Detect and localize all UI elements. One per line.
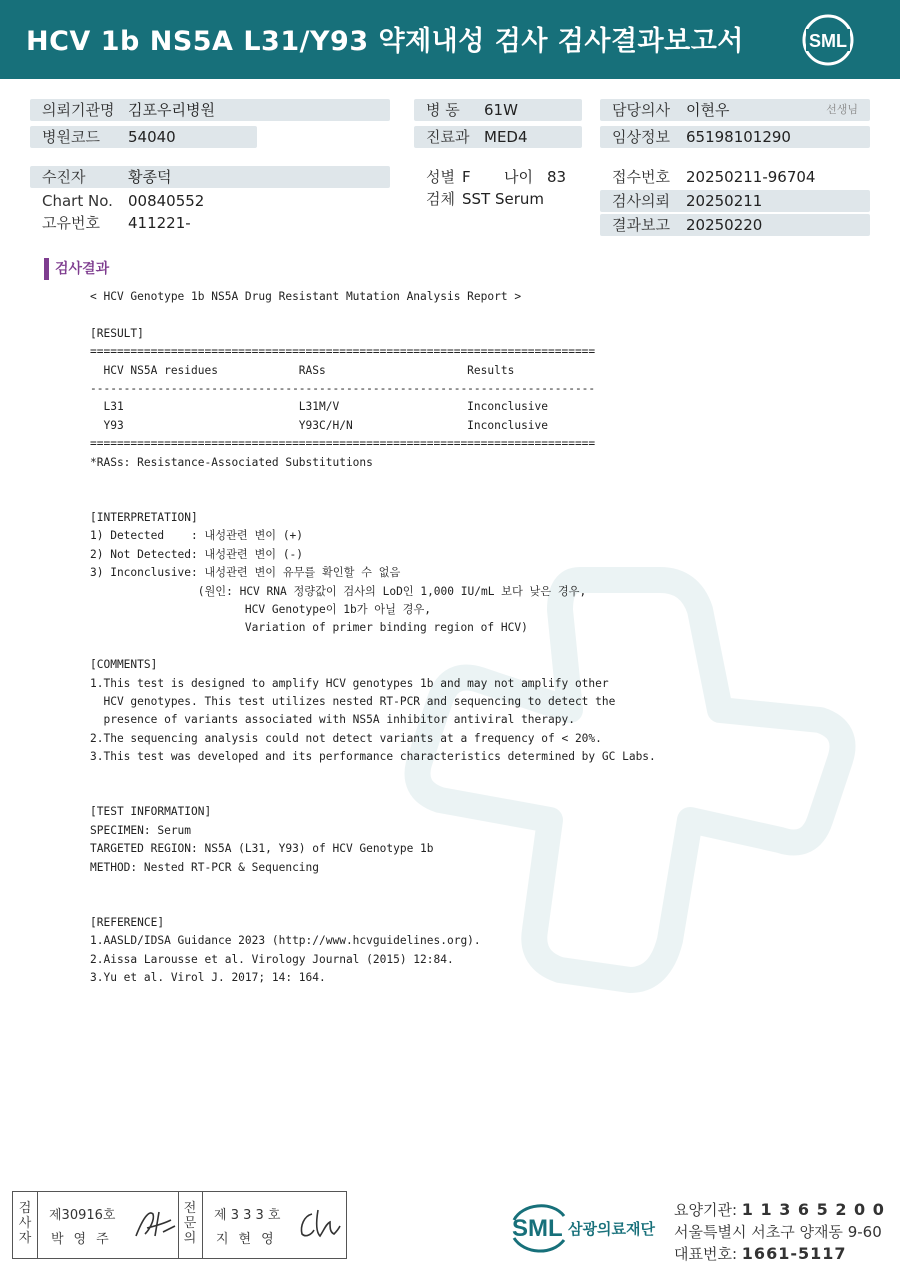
department-field bbox=[414, 126, 582, 148]
age-value: 83 bbox=[547, 168, 567, 186]
institution-field bbox=[30, 99, 390, 121]
specialist-number: 제 3 3 3 호 bbox=[214, 1208, 281, 1223]
doctor-label: 담당의사 bbox=[612, 101, 670, 119]
specialist-signature-icon bbox=[296, 1208, 342, 1242]
patient-name-field bbox=[30, 166, 390, 188]
section-title: 검사결과 bbox=[44, 258, 109, 280]
doctor-field bbox=[600, 99, 870, 121]
care-code-line bbox=[674, 1199, 885, 1220]
specimen-value: SST Serum bbox=[462, 190, 545, 208]
unique-no-field bbox=[30, 212, 390, 234]
tester-number: 제30916호 bbox=[49, 1208, 116, 1223]
sex-label: 성별 bbox=[426, 168, 455, 186]
phone-value: 1661-5117 bbox=[741, 1244, 847, 1263]
phone-label: 대표번호: bbox=[674, 1245, 738, 1263]
department-value: MED4 bbox=[484, 128, 528, 146]
specialist-role: 전문의 bbox=[183, 1201, 197, 1246]
request-date-field bbox=[600, 190, 870, 212]
sex-value: F bbox=[462, 168, 471, 186]
clinical-info-label: 임상정보 bbox=[612, 128, 670, 146]
age-label: 나이 bbox=[504, 168, 533, 186]
footer-logo-text: SML bbox=[512, 1215, 563, 1242]
request-date-value: 20250211 bbox=[686, 192, 763, 210]
patient-name-label: 수진자 bbox=[42, 168, 86, 186]
sex-age-field bbox=[414, 166, 582, 188]
clinical-info-value: 65198101290 bbox=[686, 128, 791, 146]
ward-label: 병 동 bbox=[426, 101, 460, 119]
phone-line bbox=[674, 1243, 847, 1264]
chart-no-value: 00840552 bbox=[128, 192, 205, 210]
institution-label: 의뢰기관명 bbox=[42, 101, 115, 119]
ward-value: 61W bbox=[484, 101, 518, 119]
care-code-value: 1 1 3 6 5 2 0 0 bbox=[741, 1200, 885, 1219]
hospital-code-value: 54040 bbox=[128, 128, 176, 146]
hospital-code-field bbox=[30, 126, 257, 148]
tester-name: 박영주 bbox=[51, 1232, 119, 1247]
specialist-cell bbox=[202, 1192, 346, 1258]
clinical-info-field bbox=[600, 126, 870, 148]
receipt-no-label: 접수번호 bbox=[612, 168, 670, 186]
signature-stamp bbox=[12, 1191, 347, 1259]
report-body: < HCV Genotype 1b NS5A Drug Resistant Mutation Analysis Report > [RESULT] =========================================================================== HCV NS5A residues RASs Results --------------------------------------------------------------------------- L31 L31M/V Inconclusive Y93 Y93C/H/N Inconclusive =========================================================================== *RASs: Resistance-Associated Substitutions [INTERPRETATION] 1) Detected : 내성관련 변이 (+) 2) Not Detected: 내성관련 변이 (-) 3) Inconclusive: 내성관련 변이 유무를 확인할 수 없음 (원인: HCV RNA 정량값이 검사의 LoD인 1,000 IU/mL 보다 낮은 경우, HCV Genotype이 1b가 아닐 경우, Variation of primer binding region of HCV) [COMMENTS] 1.This test is designed to amplify HCV genotypes 1b and may not amplify other HCV genotypes. This test utilizes nested RT-PCR and sequencing to detect the presence of variants associated with NS5A inhibitor antiviral therapy. 2.The sequencing analysis could not detect variants at a frequency of < 20%. 3.This test was developed and its performance characteristics determined by GC Labs. [TEST INFORMATION] SPECIMEN: Serum TARGETED REGION: NS5A (L31, Y93) of HCV Genotype 1b METHOD: Nested RT-PCR & Sequencing [REFERENCE] 1.AASLD/IDSA Guidance 2023 (http://www.hcvguidelines.org). 2.Aissa Larousse et al. Virology Journal (2015) 12:84. 3.Yu et al. Virol J. 2017; 14: 164. bbox=[90, 290, 656, 985]
receipt-no-field bbox=[600, 166, 870, 188]
chart-no-label: Chart No. bbox=[42, 192, 113, 210]
chart-no-field bbox=[30, 190, 390, 212]
tester-role-cell bbox=[13, 1192, 38, 1258]
report-title: HCV 1b NS5A L31/Y93 약제내성 검사 검사결과보고서 bbox=[26, 26, 744, 57]
tester-role: 검사자 bbox=[18, 1201, 32, 1246]
tester-signature-icon bbox=[133, 1206, 177, 1242]
specimen-field bbox=[414, 188, 582, 210]
specialist-role-cell bbox=[178, 1192, 203, 1258]
hospital-code-label: 병원코드 bbox=[42, 128, 100, 146]
doctor-value: 이현우 bbox=[686, 101, 730, 119]
report-header bbox=[0, 0, 900, 79]
report-date-field bbox=[600, 214, 870, 236]
footer-org-name: 삼광의료재단 bbox=[568, 1220, 655, 1238]
unique-no-label: 고유번호 bbox=[42, 214, 100, 232]
institution-value: 김포우리병원 bbox=[128, 101, 215, 119]
sml-logo-text: SML bbox=[809, 31, 847, 51]
specialist-name: 지현영 bbox=[216, 1232, 284, 1247]
request-date-label: 검사의뢰 bbox=[612, 192, 670, 210]
address-line: 서울특별시 서초구 양재동 9-60 bbox=[674, 1223, 882, 1241]
department-label: 진료과 bbox=[426, 128, 470, 146]
unique-no-value: 411221- bbox=[128, 214, 191, 232]
patient-name-value: 황종덕 bbox=[128, 168, 172, 186]
receipt-no-value: 20250211-96704 bbox=[686, 168, 816, 186]
specimen-label: 검체 bbox=[426, 190, 455, 208]
doctor-suffix: 선생님 bbox=[826, 103, 858, 116]
tester-cell bbox=[37, 1192, 179, 1258]
report-date-value: 20250220 bbox=[686, 216, 763, 234]
report-date-label: 결과보고 bbox=[612, 216, 670, 234]
sml-logo-icon bbox=[800, 12, 856, 68]
care-code-label: 요양기관: bbox=[674, 1201, 738, 1219]
ward-field bbox=[414, 99, 582, 121]
